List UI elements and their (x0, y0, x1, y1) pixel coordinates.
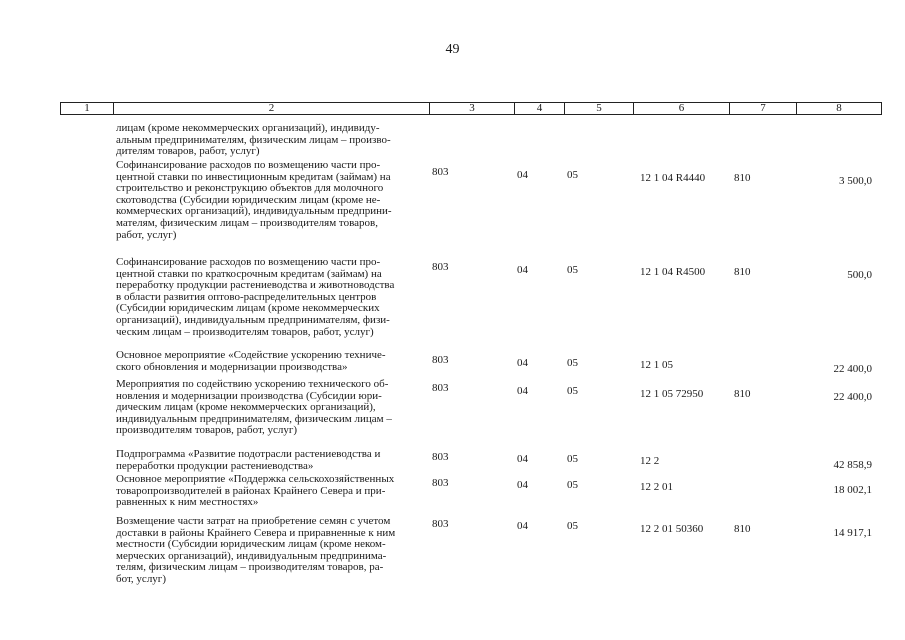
row-name (116, 449, 426, 472)
row-amount: 500,0 (847, 269, 872, 281)
row-subsection-code: 05 (567, 357, 578, 369)
row-name-line: местности (Субсидии юридическим лицам (кроме неком- (116, 538, 386, 551)
row-expense-type: 810 (734, 523, 751, 535)
row-expense-type: 810 (734, 388, 751, 400)
row-name-line: альным предпринимателям, физическим лицам – произво- (116, 133, 391, 146)
row-name (116, 516, 426, 586)
row-name-line: доставки в районы Крайнего Севера и приравненные к ним (116, 526, 396, 539)
row-subsection-code: 05 (567, 479, 578, 491)
row-section-code: 04 (517, 479, 528, 491)
row-section-code: 04 (517, 357, 528, 369)
row-name-line: работ, услуг) (116, 228, 177, 241)
header-col-7: 7 (729, 102, 797, 115)
row-amount: 22 400,0 (833, 363, 872, 375)
row-subsection-code: 05 (567, 264, 578, 276)
row-name-line: дителям товаров, работ, услуг) (116, 145, 260, 158)
row-subsection-code: 05 (567, 385, 578, 397)
row-name-line: Подпрограмма «Развитие подотрасли растениеводства и (116, 448, 381, 460)
row-name-line: ского обновления и модернизации производства» (116, 360, 348, 373)
row-target-code: 12 1 05 72950 (640, 388, 704, 400)
header-col-5: 5 (564, 102, 634, 115)
row-section-code: 04 (517, 520, 528, 532)
header-col-3: 3 (429, 102, 515, 115)
row-name-line: товаропроизводителей в районах Крайнего Севера и при- (116, 484, 386, 497)
row-section-code: 04 (517, 264, 528, 276)
row-amount: 14 917,1 (833, 527, 872, 539)
row-section-code: 04 (517, 385, 528, 397)
row-name-line: бот, услуг) (116, 572, 166, 585)
row-target-code: 12 2 01 (640, 481, 673, 493)
row-target-code: 12 2 01 50360 (640, 523, 704, 535)
row-name-line: мателям, физическим лицам – производителям товаров, (116, 216, 378, 229)
row-name-line: центной ставки по инвестиционным кредитам (займам) на (116, 170, 391, 183)
page-number: 49 (445, 42, 460, 57)
row-name-line: коммерческих организаций), индивидуальным предприни- (116, 205, 392, 218)
row-name-line: Основное мероприятие «Содействие ускорению техниче- (116, 349, 386, 361)
row-name-line: мерческих организаций), индивидуальным предпринима- (116, 549, 387, 562)
row-name (116, 160, 426, 241)
row-name (116, 474, 426, 509)
row-ministry-code: 803 (432, 451, 449, 463)
row-name (116, 123, 426, 158)
row-name-line: Возмещение части затрат на приобретение семян с учетом (116, 515, 391, 527)
row-name-line: лицам (кроме некоммерческих организаций), индивиду- (116, 122, 380, 134)
row-name-line: дическим лицам (кроме некоммерческих организаций), (116, 401, 376, 414)
header-col-2: 2 (113, 102, 430, 115)
row-amount: 3 500,0 (839, 175, 872, 187)
row-name (116, 379, 426, 437)
row-target-code: 12 2 (640, 455, 660, 467)
row-name-line: Софинансирование расходов по возмещению части про- (116, 256, 381, 268)
row-name (116, 257, 426, 338)
row-name-line: индивидуальным предпринимателям, физическим лицам – (116, 412, 392, 425)
row-name-line: ческим лицам – производителям товаров, работ, услуг) (116, 325, 374, 338)
row-ministry-code: 803 (432, 477, 449, 489)
row-section-code: 04 (517, 169, 528, 181)
row-ministry-code: 803 (432, 382, 449, 394)
row-name-line: производителям товаров, работ, услуг) (116, 424, 298, 437)
header-col-6: 6 (633, 102, 730, 115)
row-ministry-code: 803 (432, 518, 449, 530)
header-col-1: 1 (60, 102, 114, 115)
row-subsection-code: 05 (567, 453, 578, 465)
row-expense-type: 810 (734, 266, 751, 278)
row-name-line: переработку продукции растениеводства и животноводства (116, 279, 395, 292)
table-header (60, 102, 882, 115)
row-section-code: 04 (517, 453, 528, 465)
row-name-line: организаций), индивидуальным предпринимателям, физи- (116, 313, 390, 326)
header-col-4: 4 (514, 102, 565, 115)
row-amount: 42 858,9 (833, 459, 872, 471)
row-name-line: (Субсидии юридическим лицам (кроме некоммерческих (116, 302, 380, 315)
row-name-line: новления и модернизации производства (Субсидии юри- (116, 389, 382, 402)
row-amount: 18 002,1 (833, 484, 872, 496)
row-amount: 22 400,0 (833, 391, 872, 403)
row-name-line: телям, физическим лицам – производителям товаров, ра- (116, 561, 384, 574)
row-name-line: строительство и реконструкцию объектов для молочного (116, 182, 384, 195)
row-name-line: Основное мероприятие «Поддержка сельскохозяйственных (116, 473, 395, 485)
row-target-code: 12 1 05 (640, 359, 673, 371)
row-name (116, 350, 426, 373)
row-name-line: переработки продукции растениеводства» (116, 459, 314, 472)
row-subsection-code: 05 (567, 520, 578, 532)
row-name-line: равненных к ним местностях» (116, 496, 259, 509)
row-ministry-code: 803 (432, 166, 449, 178)
row-ministry-code: 803 (432, 261, 449, 273)
row-name-line: скотоводства (Субсидии юридическим лицам (кроме не- (116, 193, 381, 206)
row-name-line: Мероприятия по содействию ускорению технического об- (116, 378, 389, 390)
row-name-line: центной ставки по краткосрочным кредитам (займам) на (116, 267, 382, 280)
row-target-code: 12 1 04 R4500 (640, 266, 706, 278)
row-subsection-code: 05 (567, 169, 578, 181)
header-col-8: 8 (796, 102, 882, 115)
row-target-code: 12 1 04 R4440 (640, 172, 706, 184)
row-ministry-code: 803 (432, 354, 449, 366)
row-expense-type: 810 (734, 172, 751, 184)
row-name-line: в области развития оптово-распределительных центров (116, 290, 377, 303)
row-name-line: Софинансирование расходов по возмещению части про- (116, 159, 381, 171)
